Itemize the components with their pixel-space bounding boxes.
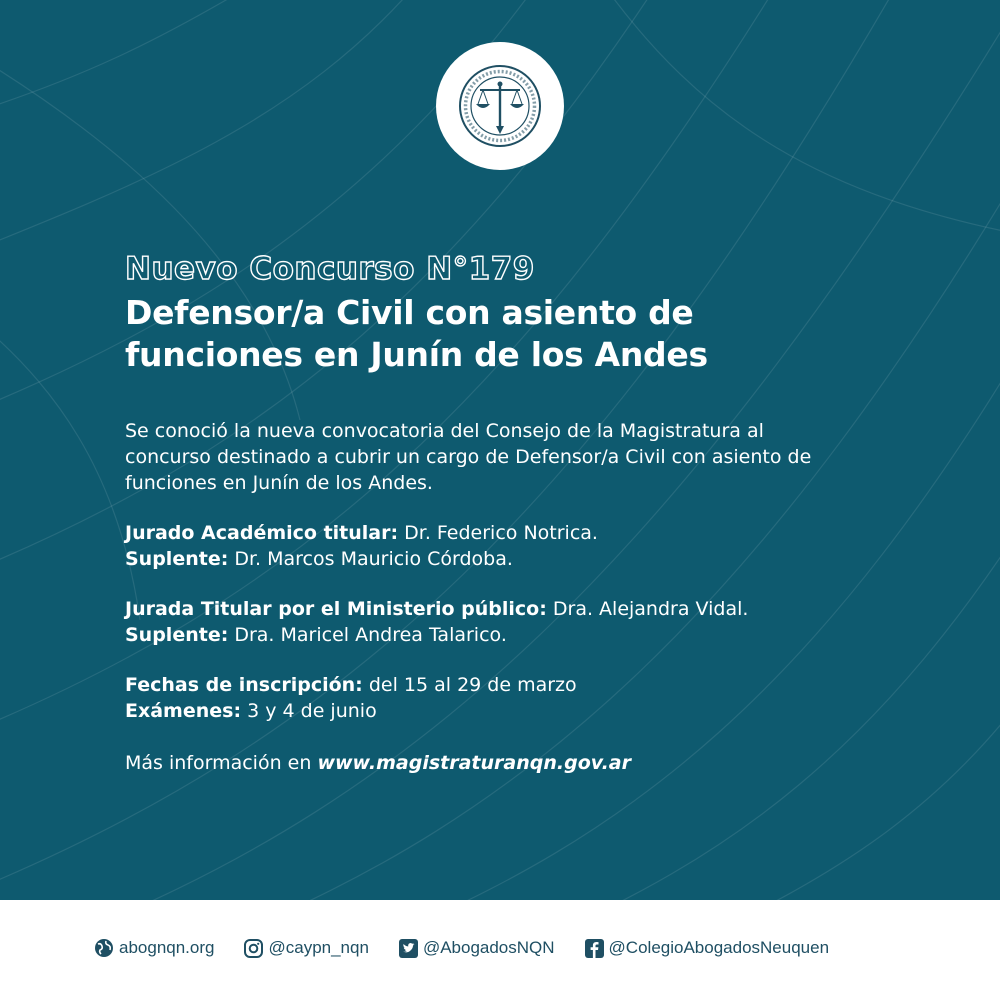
fechas-examenes	[125, 698, 905, 724]
jurado-ministerio-block	[125, 596, 905, 648]
website-label: abognqn.org	[119, 938, 215, 957]
jurado-academico-titular	[125, 520, 905, 546]
more-info-url[interactable]: www.magistraturanqn.gov.ar	[317, 752, 631, 774]
jurado-ministerio-titular-label: Jurada Titular por el Ministerio público:	[125, 598, 547, 620]
contest-number-title: Nuevo Concurso N°179	[125, 251, 535, 287]
facebook-icon	[585, 939, 604, 958]
jurado-ministerio-titular-value: Dra. Alejandra Vidal.	[546, 598, 749, 620]
facebook-label: @ColegioAbogadosNeuquen	[608, 938, 830, 957]
fechas-inscripcion-value: del 15 al 29 de marzo	[362, 674, 577, 696]
social-footer	[0, 900, 1000, 1000]
facebook-link[interactable]	[585, 938, 829, 958]
announcement-content	[125, 250, 905, 776]
jurado-ministerio-titular	[125, 596, 905, 622]
website-link[interactable]	[94, 938, 214, 958]
jurado-academico-suplente-label: Suplente:	[125, 548, 229, 570]
twitter-link[interactable]	[399, 938, 555, 958]
fechas-inscripcion	[125, 672, 905, 698]
jurado-ministerio-suplente-label: Suplente:	[125, 624, 229, 646]
intro-line-1: Se conoció la nueva convocatoria del Consejo de la Magistratura al	[125, 420, 764, 442]
jurado-academico-suplente-value: Dr. Marcos Mauricio Córdoba.	[228, 548, 513, 570]
fechas-examenes-label: Exámenes:	[125, 700, 242, 722]
scales-of-justice-seal-icon	[436, 42, 564, 170]
fechas-inscripcion-label: Fechas de inscripción:	[125, 674, 363, 696]
twitter-icon	[399, 939, 418, 958]
fechas-examenes-value: 3 y 4 de junio	[241, 700, 377, 722]
social-links-row	[94, 938, 829, 958]
jurado-ministerio-suplente	[125, 622, 905, 648]
jurado-academico-titular-value: Dr. Federico Notrica.	[398, 522, 598, 544]
title-line-1: Defensor/a Civil con asiento de	[125, 293, 694, 332]
instagram-label: @caypn_nqn	[268, 938, 369, 957]
jurado-academico-suplente	[125, 546, 905, 572]
title-line-2: funciones en Junín de los Andes	[125, 335, 708, 374]
twitter-label: @AbogadosNQN	[422, 938, 555, 957]
fechas-block	[125, 672, 905, 724]
contest-position-title	[125, 292, 905, 376]
jurado-academico-titular-label: Jurado Académico titular:	[125, 522, 399, 544]
jurado-academico-block	[125, 520, 905, 572]
instagram-link[interactable]	[244, 938, 368, 958]
intro-line-3: funciones en Junín de los Andes.	[125, 472, 433, 494]
intro-line-2: concurso destinado a cubrir un cargo de Defensor/a Civil con asiento de	[125, 446, 812, 468]
more-info-text: Más información en	[125, 752, 318, 774]
instagram-icon	[244, 939, 263, 958]
logo-badge	[436, 42, 564, 170]
globe-icon	[94, 938, 114, 958]
intro-paragraph	[125, 418, 865, 496]
jurado-ministerio-suplente-value: Dra. Maricel Andrea Talarico.	[228, 624, 507, 646]
more-info-line	[125, 750, 905, 776]
